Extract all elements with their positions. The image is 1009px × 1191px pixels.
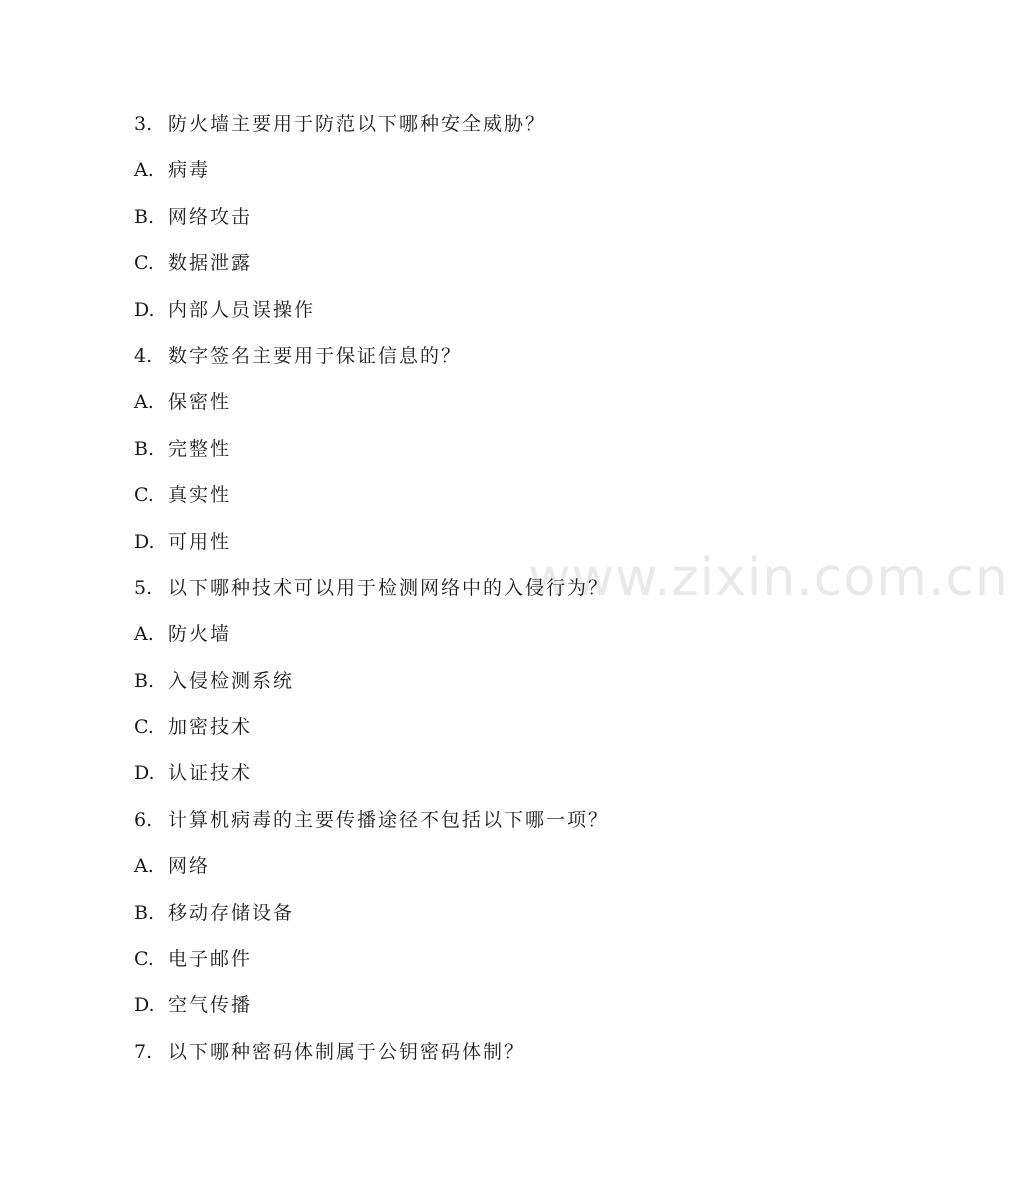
option-letter: D. [134, 298, 155, 321]
option-b [134, 199, 854, 245]
option-c [134, 477, 854, 523]
option-a [134, 152, 854, 198]
option-d [134, 755, 854, 801]
option-text: 电子邮件 [168, 948, 253, 971]
option-letter: C. [134, 948, 154, 971]
option-letter: D. [134, 994, 155, 1017]
option-letter: D. [134, 530, 155, 553]
question-text: 以下哪种技术可以用于检测网络中的入侵行为？ [168, 576, 610, 599]
option-text: 加密技术 [168, 716, 253, 739]
option-text: 可用性 [168, 530, 232, 553]
option-letter: D. [134, 762, 155, 785]
option-d [134, 987, 854, 1033]
watermark: www.zixin.com.cn [528, 548, 1009, 608]
question-number: 3. [134, 113, 153, 135]
option-letter: C. [134, 484, 154, 507]
question-list [134, 106, 854, 1080]
option-letter: B. [134, 205, 155, 228]
question-text: 数字签名主要用于保证信息的？ [168, 344, 463, 367]
question-number: 7. [134, 1040, 153, 1063]
option-letter: B. [134, 437, 155, 460]
option-a [134, 848, 854, 894]
question-7 [134, 1034, 854, 1080]
option-c [134, 709, 854, 755]
option-letter: C. [134, 716, 154, 739]
option-letter: A. [134, 159, 154, 182]
option-c [134, 245, 854, 291]
option-letter: B. [134, 669, 155, 692]
option-text: 空气传播 [168, 994, 253, 1017]
question-6 [134, 802, 854, 848]
option-text: 防火墙 [168, 623, 232, 646]
question-text: 以下哪种密码体制属于公钥密码体制？ [168, 1040, 526, 1063]
option-text: 保密性 [168, 391, 232, 414]
question-number: 5. [134, 576, 153, 599]
option-c [134, 941, 854, 987]
option-letter: A. [134, 391, 154, 414]
option-letter: A. [134, 623, 154, 646]
option-text: 入侵检测系统 [168, 669, 295, 692]
option-b [134, 663, 854, 709]
option-text: 完整性 [168, 437, 232, 460]
option-d [134, 524, 854, 570]
question-5 [134, 570, 854, 616]
question-number: 6. [134, 808, 153, 831]
option-a [134, 384, 854, 430]
option-text: 认证技术 [168, 762, 253, 785]
option-text: 网络攻击 [168, 205, 253, 228]
question-number: 4. [134, 344, 153, 367]
question-text: 计算机病毒的主要传播途径不包括以下哪一项？ [168, 808, 610, 831]
option-b [134, 431, 854, 477]
option-text: 数据泄露 [168, 252, 253, 275]
option-d [134, 292, 854, 338]
option-letter: B. [134, 901, 155, 924]
option-text: 病毒 [168, 159, 211, 182]
option-letter: C. [134, 252, 154, 275]
option-text: 真实性 [168, 484, 232, 507]
option-b [134, 895, 854, 941]
option-text: 网络 [168, 855, 211, 878]
question-4 [134, 338, 854, 384]
option-text: 移动存储设备 [168, 901, 295, 924]
option-text: 内部人员误操作 [168, 298, 316, 321]
option-a [134, 616, 854, 662]
question-text: 防火墙主要用于防范以下哪种安全威胁？ [168, 113, 547, 135]
question-3 [134, 106, 854, 152]
option-letter: A. [134, 855, 154, 878]
